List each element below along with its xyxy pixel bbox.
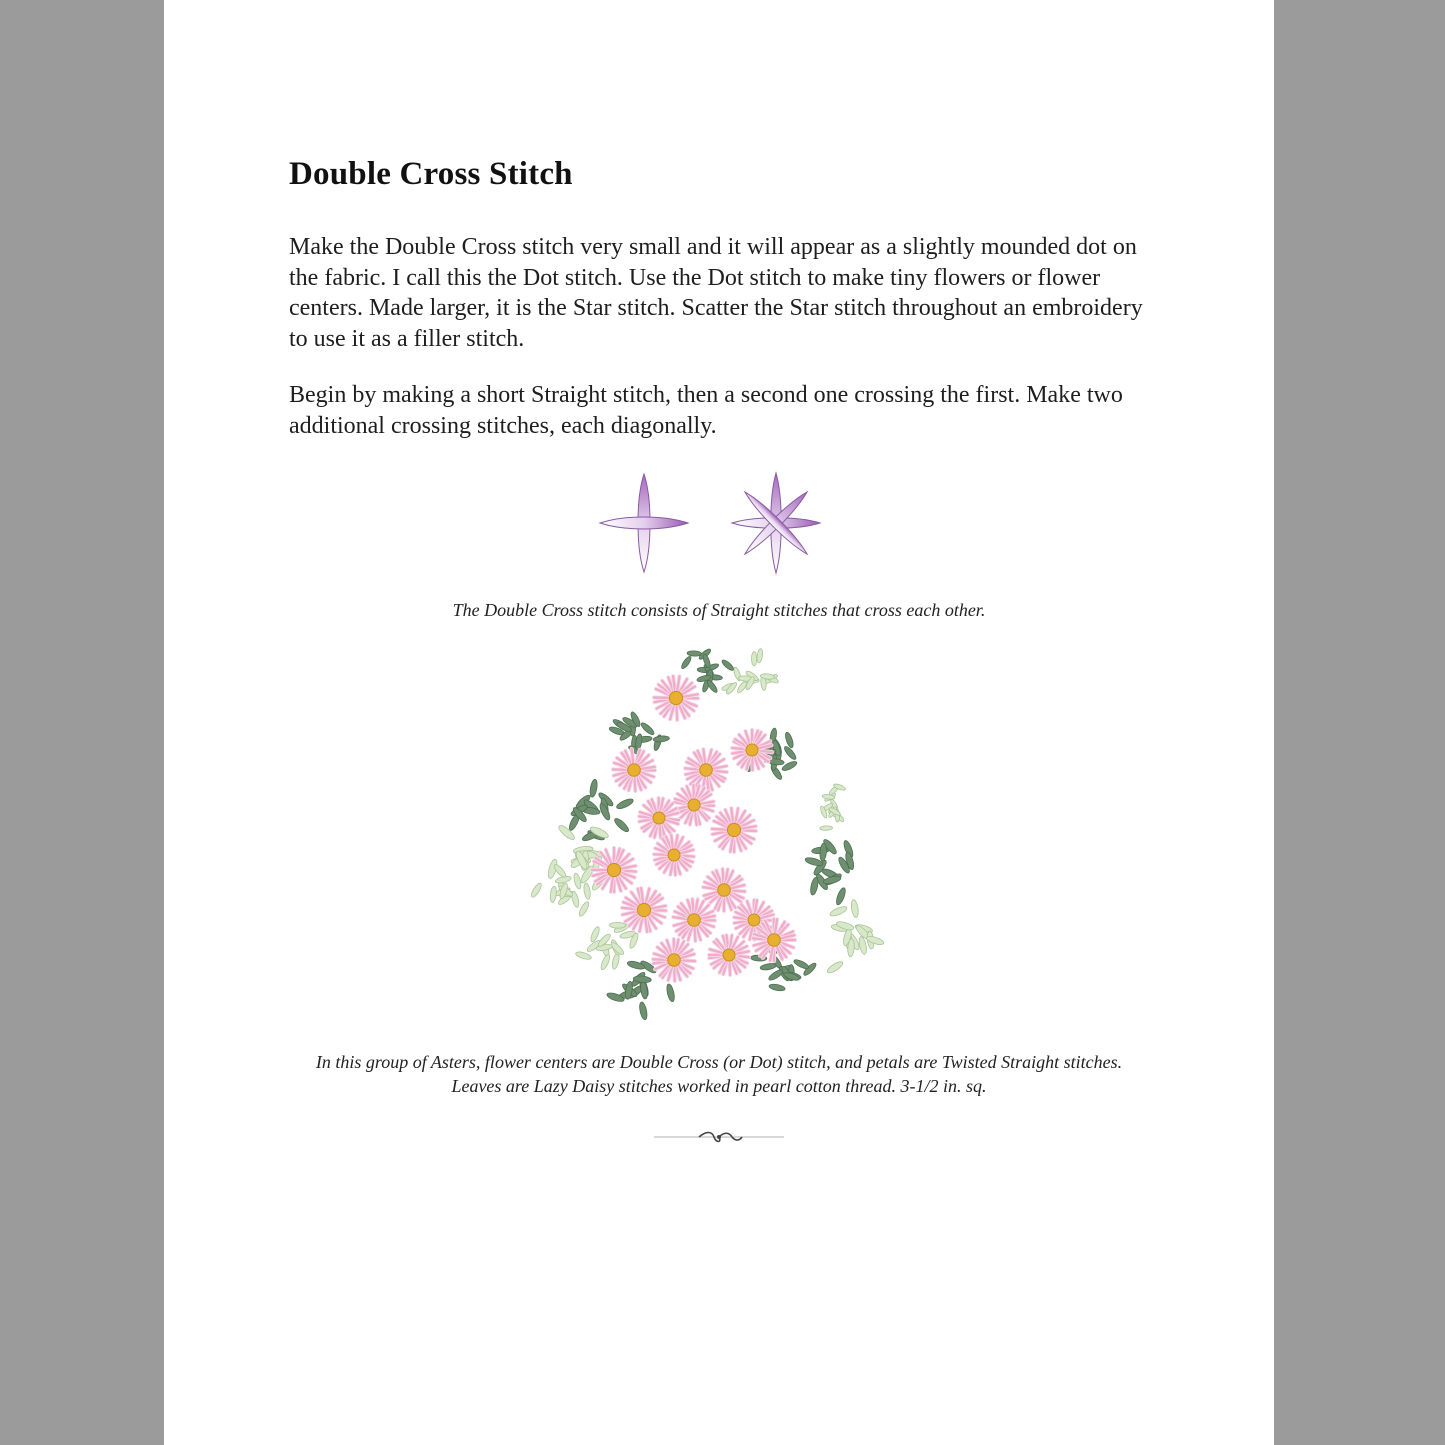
paragraph-2: Begin by making a short Straight stitch, then a second one crossing the first. Make two additional crossing stitches, each diagonally. <box>289 382 1123 439</box>
aster-embroidery-image <box>524 640 919 1030</box>
document-page <box>164 0 1274 1445</box>
page-title: Double Cross Stitch <box>289 156 573 192</box>
figure-2-caption: In this group of Asters, flower centers are Double Cross (or Dot) stitch, and petals are Twisted Straight stitches. Leaves are Lazy Daisy stitches worked in pearl cotton thread. 3-1/2 in. sq. <box>315 1052 1123 1096</box>
page-content <box>289 156 1149 439</box>
paragraph-1: Make the Double Cross stitch very small and it will appear as a slightly mounded dot on the fabric. I call this the Dot stitch. Use the Dot stitch to make tiny flowers or flower centers. Made larger, it is the Star stitch. Scatter the Star stitch throughout an embroidery to use it as a filler stitch. <box>289 234 1143 352</box>
figure-1-caption: The Double Cross stitch consists of Straight stitches that cross each other. <box>452 600 986 620</box>
decorative-divider-icon <box>654 1128 784 1146</box>
cross-step-2-icon <box>732 473 820 573</box>
double-cross-stitch-diagram <box>594 468 834 578</box>
cross-step-1-icon <box>600 474 688 572</box>
